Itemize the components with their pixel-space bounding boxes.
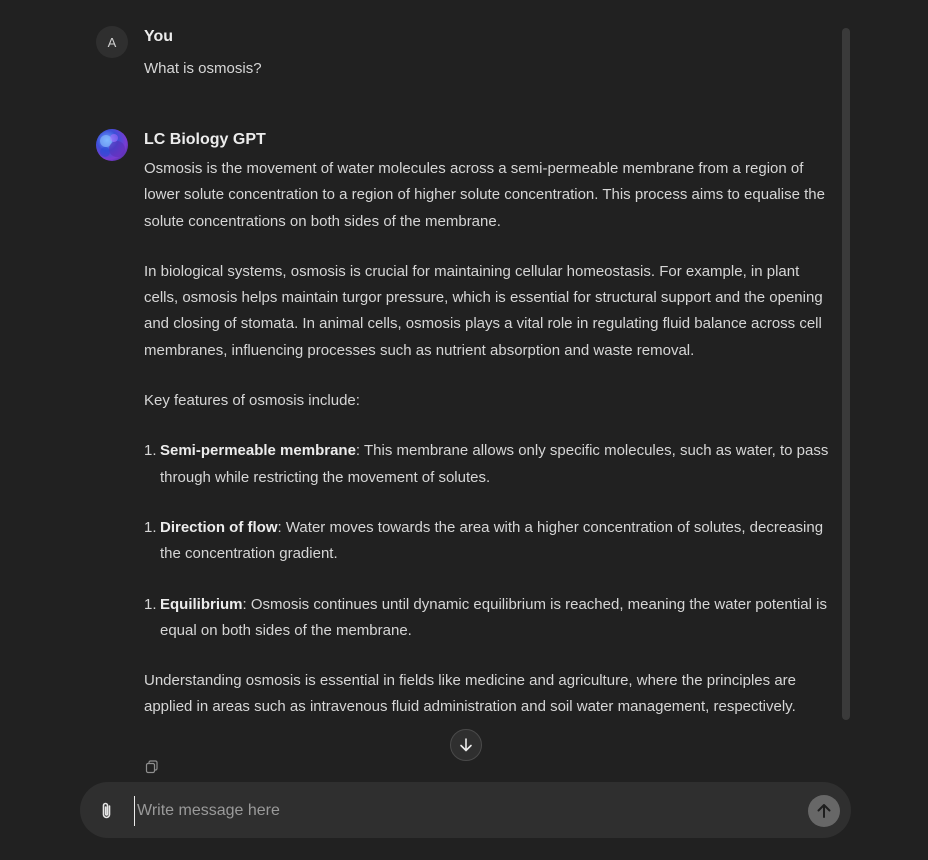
list-item-text: : Osmosis continues until dynamic equilibrium is reached, meaning the water potential is equal on both sides of the membrane.	[160, 595, 827, 639]
user-sender-name: You	[144, 28, 174, 45]
list-item-term: Equilibrium	[160, 595, 243, 613]
bot-conclusion: Understanding osmosis is essential in fields like medicine and agriculture, where the principles are applied in areas such as intravenous fluid administration and soil water management, respectively.	[144, 672, 796, 716]
arrow-down-icon	[458, 737, 474, 753]
list-item	[144, 592, 834, 645]
chat-scrollbar[interactable]	[842, 28, 850, 720]
list-item-text: : This membrane allows only specific molecules, such as water, to pass through while restricting the movement of solutes.	[160, 442, 829, 486]
list-item-text: : Water moves towards the area with a higher concentration of solutes, decreasing the concentration gradient.	[160, 518, 824, 563]
features-list	[144, 438, 834, 644]
list-item-number: 1.	[144, 518, 157, 536]
list-item-number: 1.	[144, 442, 157, 460]
scroll-down-button[interactable]	[450, 729, 482, 761]
user-message-text: What is osmosis?	[144, 60, 262, 77]
list-item-number: 1.	[144, 595, 157, 613]
bot-avatar-art-icon	[96, 129, 128, 161]
bot-message-body	[144, 156, 834, 745]
list-item	[144, 515, 834, 568]
arrow-up-icon	[815, 802, 833, 820]
paperclip-icon[interactable]	[96, 800, 118, 822]
bot-list-intro: Key features of osmosis include:	[144, 392, 360, 410]
bot-paragraph: In biological systems, osmosis is crucial for maintaining cellular homeostasis. For example, in plant cells, osmosis helps maintain turgor pressure, which is essential for structural support and the opening and closing of stomata. In animal cells, osmosis plays a vital role in regulating fluid balance across cell membranes, influencing processes such as nutrient absorption and waste removal.	[144, 262, 823, 359]
list-item-term: Direction of flow	[160, 518, 278, 536]
message-composer	[80, 782, 851, 838]
bot-avatar	[96, 129, 128, 161]
user-avatar	[96, 26, 128, 58]
list-item	[144, 438, 834, 491]
list-item-term: Semi-permeable membrane	[160, 442, 356, 460]
copy-icon[interactable]	[145, 760, 159, 774]
message-input[interactable]	[134, 796, 799, 826]
send-button[interactable]	[808, 795, 840, 827]
user-avatar-initial: A	[107, 34, 117, 50]
bot-paragraph: Osmosis is the movement of water molecules across a semi-permeable membrane from a region of lower solute concentration to a region of higher solute concentration. This process aims to equalise the solute concentrations on both sides of the membrane.	[144, 160, 825, 230]
bot-sender-name: LC Biology GPT	[144, 131, 266, 148]
